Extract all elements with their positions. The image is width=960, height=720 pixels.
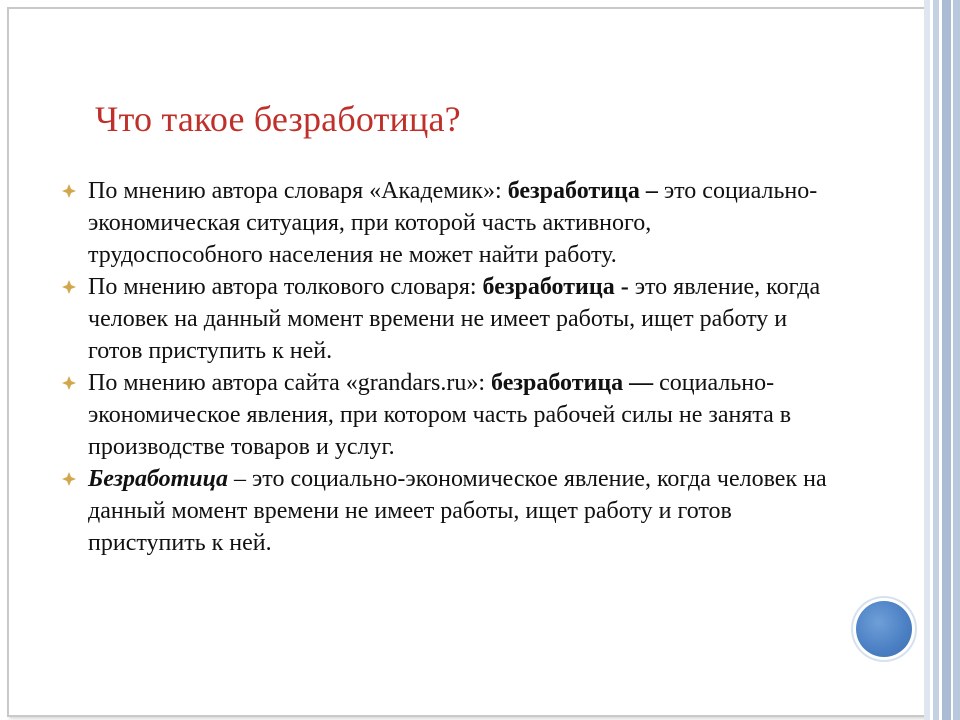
term: безработица -: [482, 274, 629, 300]
term: Безработица: [88, 466, 228, 492]
diamond-bullet-icon: [62, 184, 76, 198]
source-text: По мнению автора словаря «Академик»:: [88, 178, 508, 204]
diamond-bullet-icon: [62, 376, 76, 390]
definition-text: это социально-экономическая ситуация, при которой часть активного, трудоспособного населения не может найти работу.: [88, 178, 818, 268]
diamond-bullet-icon: [62, 472, 76, 486]
list-item: [62, 271, 832, 367]
definition-list: [62, 175, 832, 559]
slide-title: Что такое безработица?: [95, 99, 461, 139]
list-item: [62, 175, 832, 271]
list-item: [62, 367, 832, 463]
decorative-side-stripes: [924, 0, 960, 720]
diamond-bullet-icon: [62, 280, 76, 294]
list-item: [62, 463, 832, 559]
source-text: По мнению автора толкового словаря:: [88, 274, 483, 300]
term: безработица —: [491, 370, 654, 396]
definition-text: – это социально-экономическое явление, когда человек на данный момент времени не имеет работы, ищет работу и готов приступить к ней.: [88, 466, 827, 556]
definition-text: социально-экономическое явления, при котором часть рабочей силы не занята в производстве товаров и услуг.: [88, 370, 792, 460]
blue-circle-decoration: [856, 601, 912, 657]
term: безработица –: [507, 178, 658, 204]
source-text: По мнению автора сайта «grandars.ru»:: [88, 370, 492, 396]
definition-text: это явление, когда человек на данный момент времени не имеет работы, ищет работу и готов приступить к ней.: [88, 274, 821, 364]
